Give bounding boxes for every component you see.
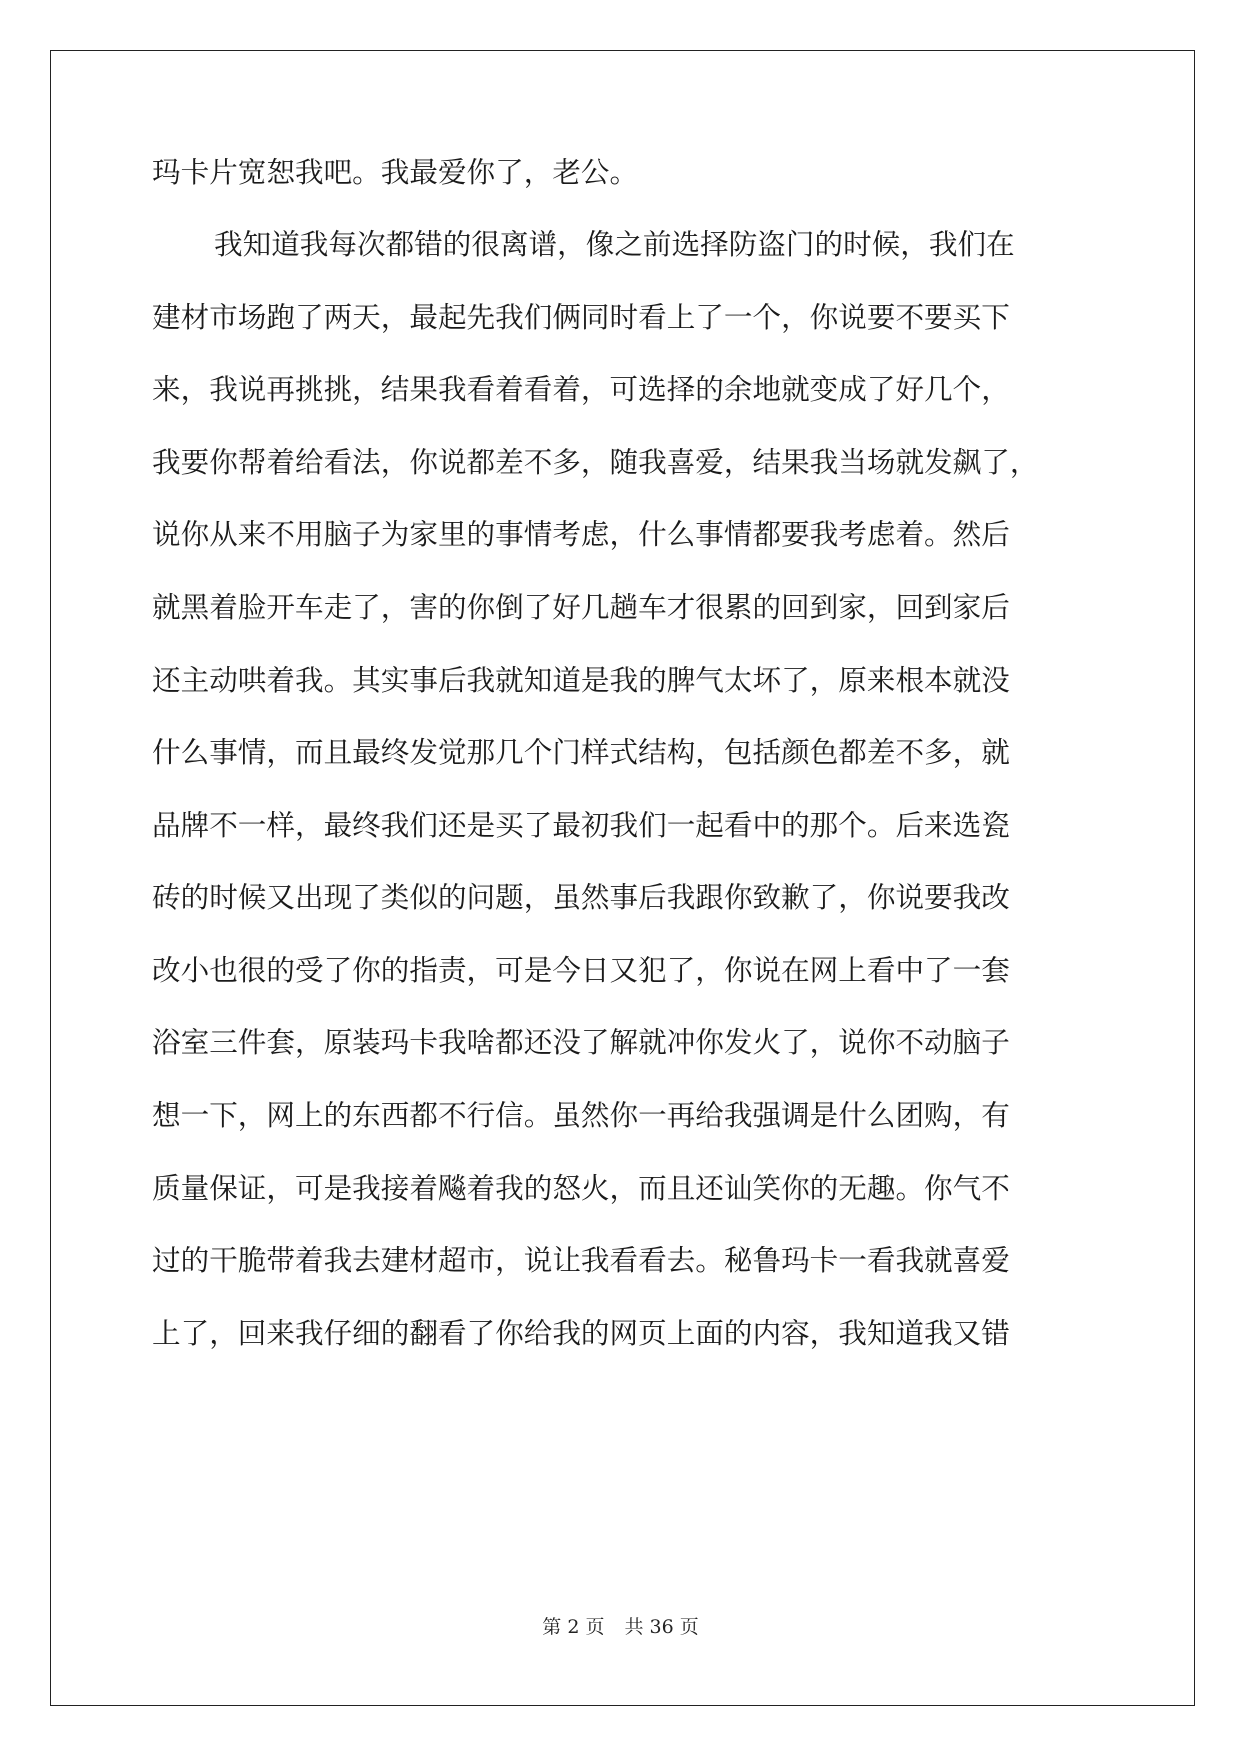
- text-line: 我要你帮着给看法，你说都差不多，随我喜爱，结果我当场就发飙了，: [152, 445, 1039, 479]
- text-line: 建材市场跑了两天，最起先我们俩同时看上了一个，你说要不要买下: [152, 300, 1010, 334]
- page-footer: [0, 1615, 1241, 1639]
- text-line: 浴室三件套，原装玛卡我啥都还没了解就冲你发火了，说你不动脑子: [152, 1025, 1010, 1059]
- page-total: 共 36 页: [624, 1616, 699, 1638]
- text-line: 砖的时候又出现了类似的问题，虽然事后我跟你致歉了，你说要我改: [152, 880, 1010, 914]
- text-line: 改小也很的受了你的指责，可是今日又犯了，你说在网上看中了一套: [152, 953, 1010, 987]
- text-line: 什么事情，而且最终发觉那几个门样式结构，包括颜色都差不多，就: [152, 735, 1010, 769]
- text-line: 还主动哄着我。其实事后我就知道是我的脾气太坏了，原来根本就没: [152, 663, 1010, 697]
- text-line: 说你从来不用脑子为家里的事情考虑，什么事情都要我考虑着。然后: [152, 517, 1010, 551]
- text-line: 想一下，网上的东西都不行信。虽然你一再给我强调是什么团购，有: [152, 1098, 1010, 1132]
- text-line: 过的干脆带着我去建材超市，说让我看看去。秘鲁玛卡一看我就喜爱: [152, 1243, 1010, 1277]
- page-number: 第 2 页: [542, 1616, 605, 1638]
- paragraph-first-line: 我知道我每次都错的很离谱，像之前选择防盗门的时候，我们在: [214, 227, 1015, 261]
- text-line: 玛卡片宽恕我吧。我最爱你了，老公。: [152, 155, 639, 189]
- text-line: 来，我说再挑挑，结果我看着看着，可选择的余地就变成了好几个，: [152, 372, 1010, 406]
- text-line: 就黑着脸开车走了，害的你倒了好几趟车才很累的回到家，回到家后: [152, 590, 1010, 624]
- text-line: 上了，回来我仔细的翻看了你给我的网页上面的内容，我知道我又错: [152, 1316, 1010, 1350]
- text-line: 质量保证，可是我接着飚着我的怒火，而且还讪笑你的无趣。你气不: [152, 1171, 1010, 1205]
- text-line: 品牌不一样，最终我们还是买了最初我们一起看中的那个。后来选瓷: [152, 808, 1010, 842]
